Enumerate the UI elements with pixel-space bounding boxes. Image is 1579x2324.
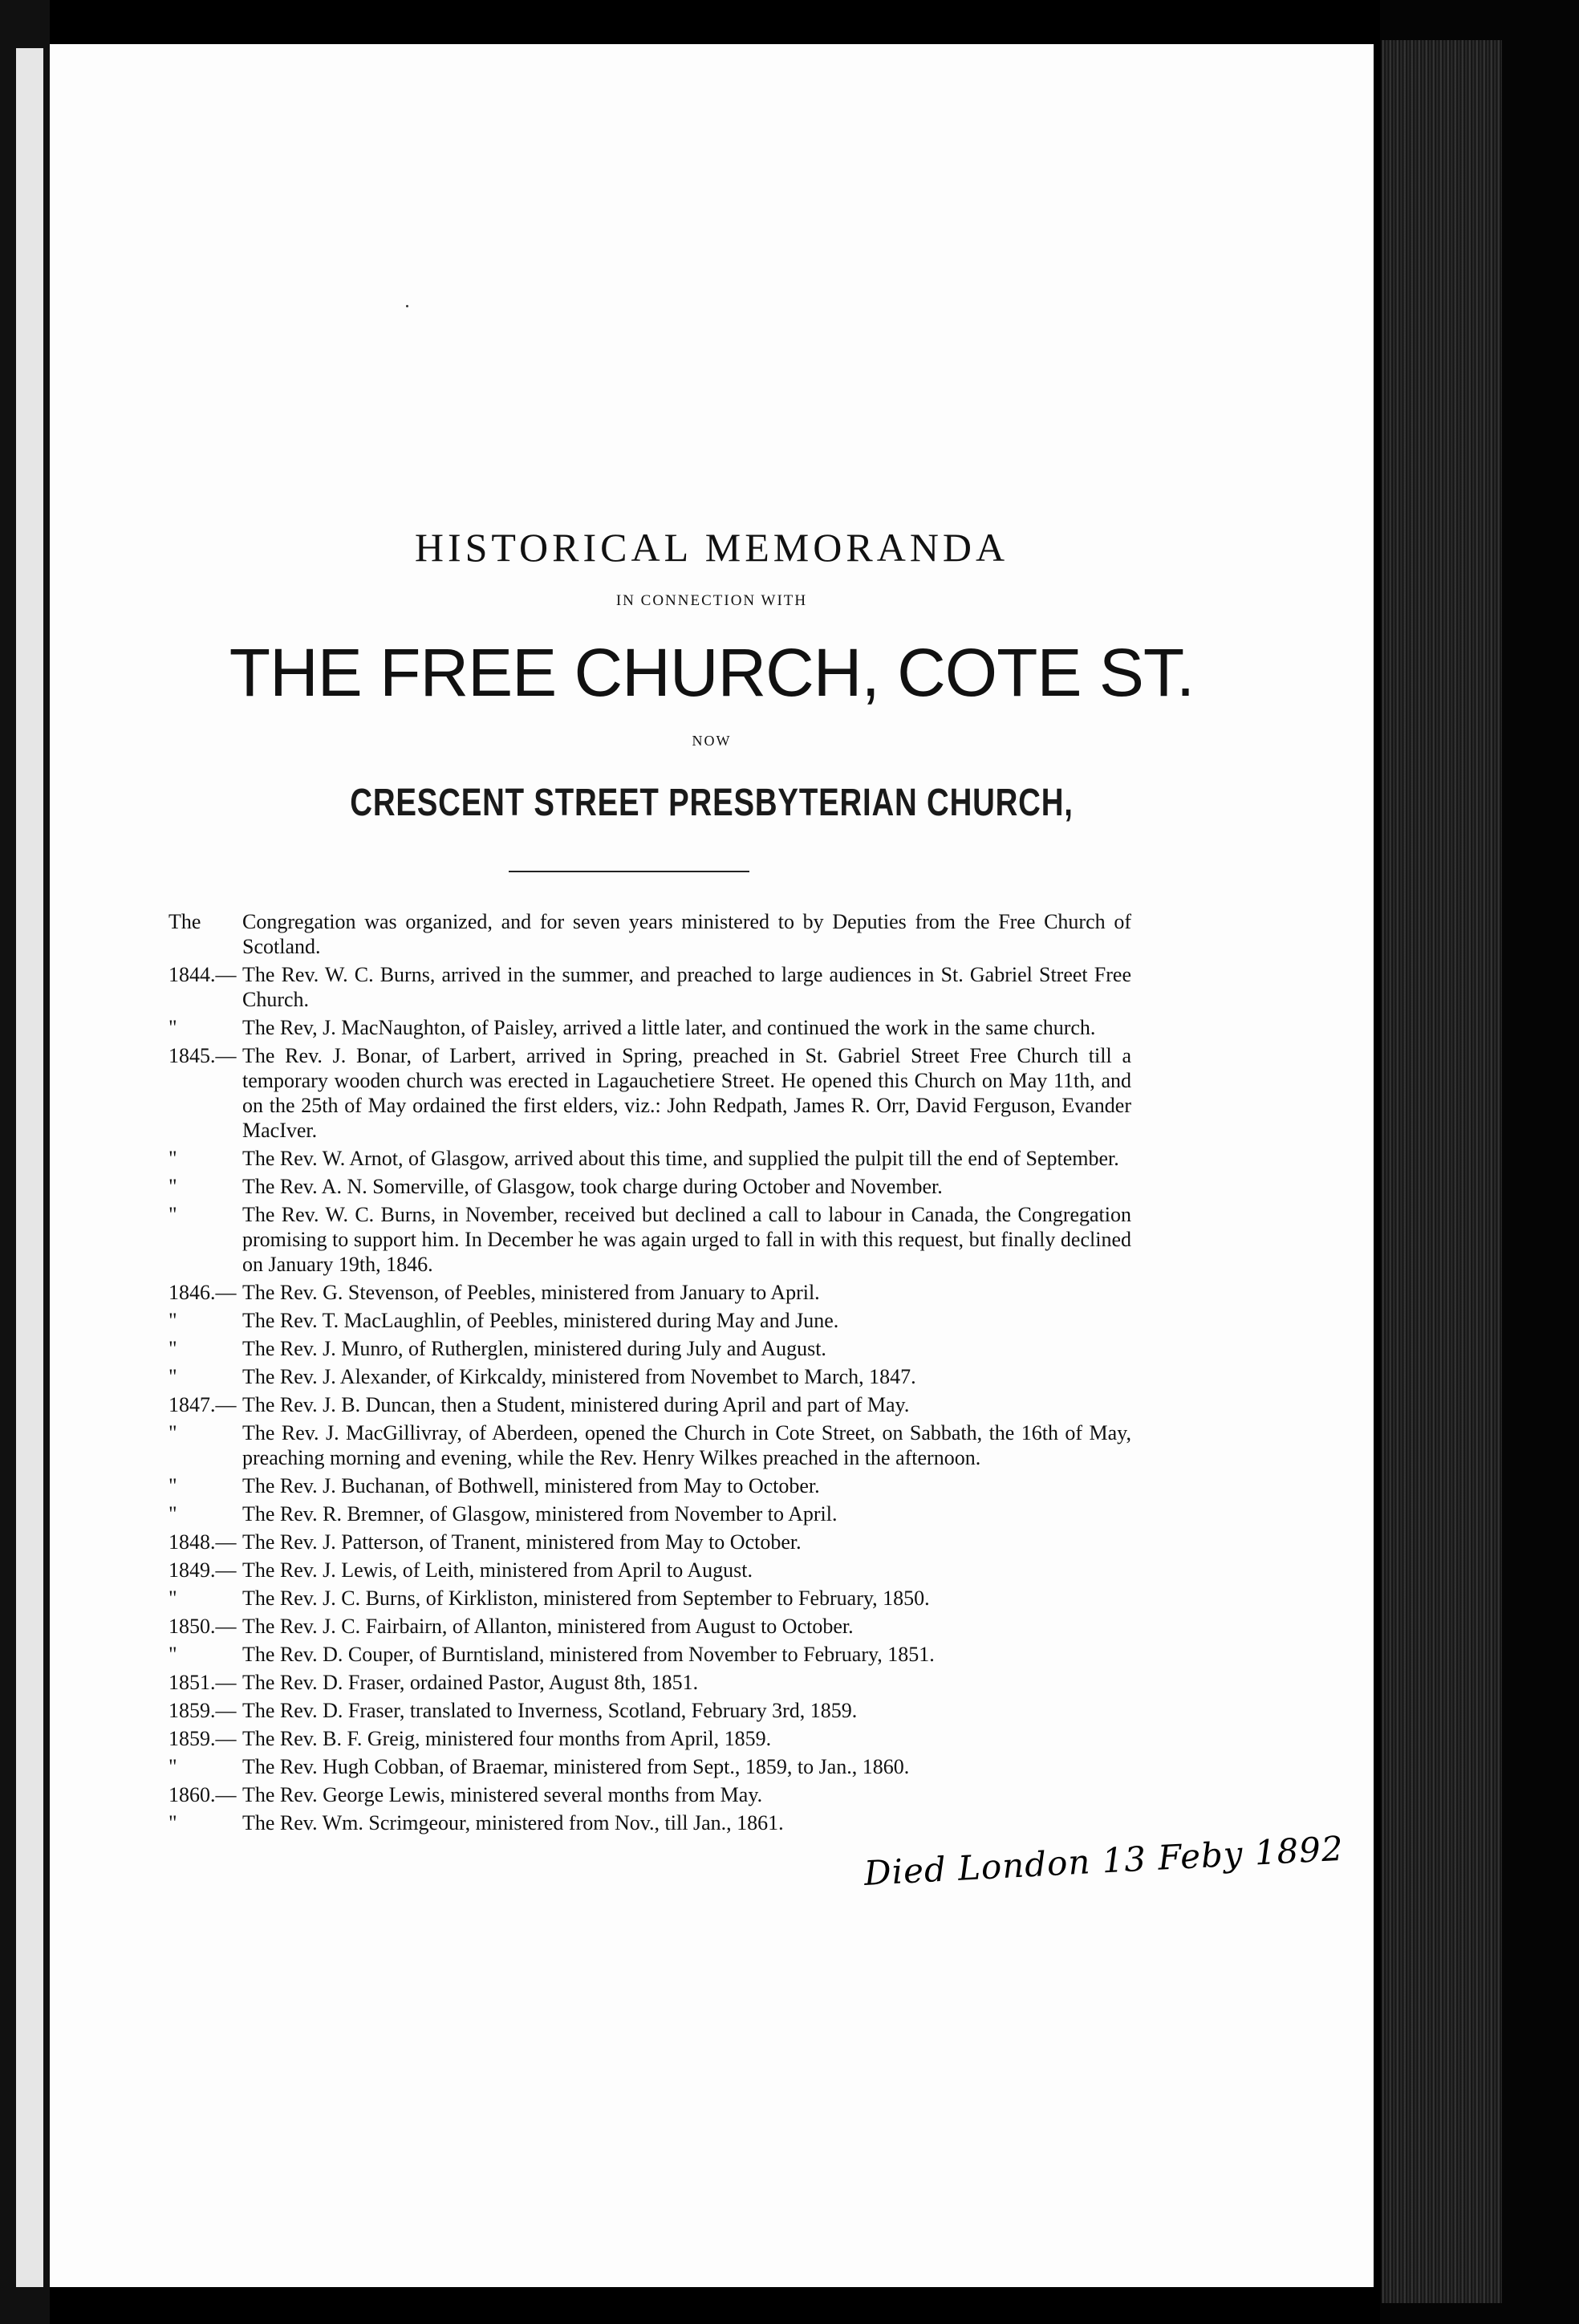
entry-text: The Rev. Wm. Scrimgeour, ministered from Nov., till Jan., 1861. [242, 1811, 784, 1834]
entry [168, 1280, 1131, 1305]
section-divider [509, 871, 749, 872]
entry-year: 1846.— [168, 1281, 237, 1304]
entry-text: The Rev. D. Couper, of Burntisland, ministered from November to February, 1851. [242, 1643, 935, 1666]
page-content [50, 44, 1374, 2287]
entry-text: The Rev. G. Stevenson, of Peebles, ministered from January to April. [242, 1281, 820, 1304]
entry-year: " [168, 1421, 177, 1444]
entry [168, 1146, 1131, 1171]
now-label: NOW [692, 733, 732, 749]
entry-text: The Rev. J. Lewis, of Leith, ministered from April to August. [242, 1558, 753, 1582]
entry [168, 1336, 1131, 1361]
entry [168, 1670, 1131, 1695]
entry-text: The Rev. J. Bonar, of Larbert, arrived in Spring, preached in St. Gabriel Street Free Church till a temporary wooden church was erected in Lagauchetiere Street. He opened this Church on May 11th, and on the 25th of May ordained the first elders, viz.: John Redpath, James R. Orr, David Ferguson, Evander MacIver. [242, 1044, 1131, 1142]
entry-text: The Rev. J. Munro, of Rutherglen, ministered during July and August. [242, 1337, 826, 1360]
entry [168, 1558, 1131, 1583]
entry-text: The Rev. D. Fraser, translated to Inverness, Scotland, February 3rd, 1859. [242, 1699, 858, 1722]
entry [168, 1202, 1131, 1277]
entry-year: " [168, 1587, 177, 1610]
entry [168, 1698, 1131, 1723]
entry [168, 962, 1131, 1012]
entry-year: The [168, 910, 201, 933]
entry [168, 1364, 1131, 1389]
connection-subtitle: IN CONNECTION WITH [615, 592, 808, 609]
entry-year: " [168, 1811, 177, 1834]
entry-year: 1847.— [168, 1393, 237, 1416]
document-page [50, 44, 1374, 2287]
entry [168, 1726, 1131, 1751]
entry-year: " [168, 1175, 177, 1198]
entry [168, 1501, 1131, 1526]
entry-text: The Rev. J. Alexander, of Kirkcaldy, ministered from Novembet to March, 1847. [242, 1365, 916, 1388]
handwritten-annotation [863, 1828, 1378, 1918]
entry-year: " [168, 1147, 177, 1170]
entry [168, 1530, 1131, 1554]
entry [168, 1642, 1131, 1667]
entry-text: The Rev. J. Patterson, of Tranent, ministered from May to October. [242, 1530, 802, 1554]
entry-text: The Rev. Hugh Cobban, of Braemar, ministered from Sept., 1859, to Jan., 1860. [242, 1755, 910, 1778]
entry [168, 1586, 1131, 1611]
current-church-heading: CRESCENT STREET PRESBYTERIAN CHURCH, [350, 782, 1074, 824]
entry-text: The Rev. D. Fraser, ordained Pastor, August 8th, 1851. [242, 1671, 699, 1694]
entry-text: The Rev. A. N. Somerville, of Glasgow, took charge during October and November. [242, 1175, 943, 1198]
entry [168, 1614, 1131, 1639]
entry-text: The Rev, J. MacNaughton, of Paisley, arrived a little later, and continued the work in the same church. [242, 1016, 1096, 1039]
entry [168, 1420, 1131, 1470]
entry-text: The Rev. R. Bremner, of Glasgow, ministered from November to April. [242, 1502, 838, 1526]
entry-year: " [168, 1755, 177, 1778]
entry-year: 1859.— [168, 1699, 237, 1722]
entry [168, 1754, 1131, 1779]
entry [168, 1308, 1131, 1333]
entry-year: 1848.— [168, 1530, 237, 1554]
entry-text: The Rev. T. MacLaughlin, of Peebles, ministered during May and June. [242, 1309, 839, 1332]
entry [168, 1043, 1131, 1143]
entry-year: " [168, 1337, 177, 1360]
entry-year: 1851.— [168, 1671, 237, 1694]
entry [168, 1782, 1131, 1807]
entry-text: The Rev. J. B. Duncan, then a Student, ministered during April and part of May. [242, 1393, 910, 1416]
entry-year: 1850.— [168, 1615, 237, 1638]
ink-speck [406, 305, 408, 307]
entry [168, 1810, 1131, 1835]
entry-text: The Rev. B. F. Greig, ministered four months from April, 1859. [242, 1727, 772, 1750]
entry-text: The Rev. J. MacGillivray, of Aberdeen, opened the Church in Cote Street, on Sabbath, the 16th of May, preaching morning and evening, while the Rev. Henry Wilkes preached in the afternoon. [242, 1421, 1131, 1469]
entry-text: The Rev. J. C. Fairbairn, of Allanton, ministered from August to October. [242, 1615, 854, 1638]
entry-year: 1849.— [168, 1558, 237, 1582]
entry-year: 1844.— [168, 963, 237, 986]
entry [168, 1174, 1131, 1199]
entry-year: 1845.— [168, 1044, 237, 1067]
entry-year: " [168, 1474, 177, 1497]
entry-text: The Rev. W. Arnot, of Glasgow, arrived about this time, and supplied the pulpit till the end of September. [242, 1147, 1119, 1170]
entry-year: " [168, 1365, 177, 1388]
entry-text: The Rev. J. Buchanan, of Bothwell, ministered from May to October. [242, 1474, 820, 1497]
entry-year: " [168, 1502, 177, 1526]
entry [168, 1392, 1131, 1417]
entry-text: The Rev. W. C. Burns, arrived in the summer, and preached to large audiences in St. Gabriel Street Free Church. [242, 963, 1131, 1011]
memoranda-title: HISTORICAL MEMORANDA [414, 525, 1009, 570]
entry-year: " [168, 1643, 177, 1666]
annotation-text: Died London 13 Feby 1892 [863, 1828, 1345, 1893]
memoranda-entries [168, 909, 1131, 1838]
entry [168, 1015, 1131, 1040]
entry-year: 1860.— [168, 1783, 237, 1806]
church-name-heading: THE FREE CHURCH, COTE ST. [229, 635, 1195, 710]
entry-year: 1859.— [168, 1727, 237, 1750]
entry [168, 1473, 1131, 1498]
entry-year: " [168, 1203, 177, 1226]
entry-text: The Rev. J. C. Burns, of Kirkliston, ministered from September to February, 1850. [242, 1587, 930, 1610]
entry-year: " [168, 1309, 177, 1332]
entry-text: The Rev. W. C. Burns, in November, received but declined a call to labour in Canada, the Congregation promising to support him. In December he was again urged to fall in with this request, but finally declined on January 19th, 1846. [242, 1203, 1131, 1276]
entry-text: Congregation was organized, and for seven years ministered to by Deputies from the Free Church of Scotland. [242, 910, 1131, 958]
entry-text: The Rev. George Lewis, ministered several months from May. [242, 1783, 763, 1806]
facing-page-edge [16, 48, 43, 2287]
entry-year: " [168, 1016, 177, 1039]
book-page-edges [1382, 40, 1502, 2303]
entry [168, 909, 1131, 959]
